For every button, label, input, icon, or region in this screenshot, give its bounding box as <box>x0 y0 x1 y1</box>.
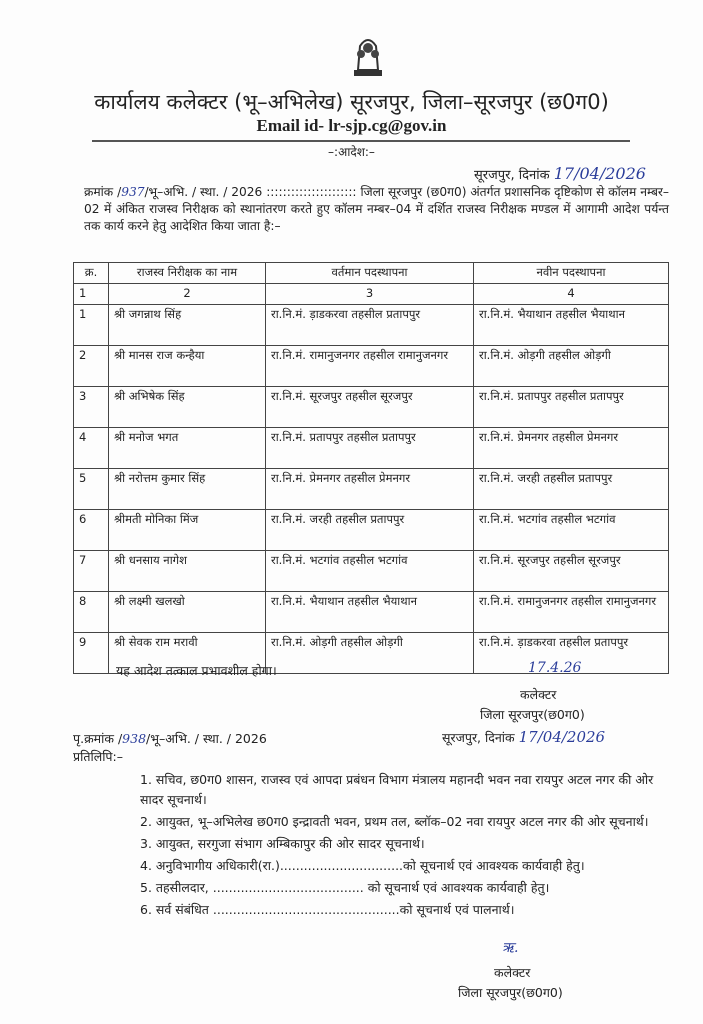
header-name: राजस्व निरीक्षक का नाम <box>109 263 266 284</box>
handwritten-date: 17/04/2026 <box>518 728 606 746</box>
new-posting: रा.नि.मं. ड़ाडकरवा तहसील प्रतापपुर <box>474 633 669 674</box>
table-row <box>74 592 669 633</box>
table-row <box>74 510 669 551</box>
header-divider <box>92 140 630 142</box>
row-sno: 6 <box>74 510 109 551</box>
date-label: सूरजपुर, दिनांक <box>474 168 550 183</box>
inspector-name: श्री मानस राज कन्हैया <box>109 346 266 387</box>
handwritten-endorsement-number: 938 <box>122 731 147 746</box>
order-heading: –:आदेश:– <box>328 145 375 159</box>
endorsement-number <box>73 730 267 747</box>
copy-item: 3. आयुक्त, सरगुजा संभाग अम्बिकापुर की ओर सादर सूचनार्थ। <box>140 836 425 851</box>
order-number-suffix: /भू–अभि. / स्था. / 2026 <box>144 185 263 199</box>
inspector-name: श्री मनोज भगत <box>109 428 266 469</box>
inspector-name: श्री अभिषेक सिंह <box>109 387 266 428</box>
header-current-posting: वर्तमान पदस्थापना <box>266 263 474 284</box>
current-posting: रा.नि.मं. भटगांव तहसील भटगांव <box>266 551 474 592</box>
new-posting: रा.नि.मं. प्रतापपुर तहसील प्रतापपुर <box>474 387 669 428</box>
signatory-designation: कलेक्टर <box>494 965 531 980</box>
current-posting: रा.नि.मं. जरही तहसील प्रतापपुर <box>266 510 474 551</box>
order-body <box>84 184 669 235</box>
header-sno: क्र. <box>74 263 109 284</box>
current-posting: रा.नि.मं. प्रेमनगर तहसील प्रेमनगर <box>266 469 474 510</box>
inspector-name: श्री लक्ष्मी खलखो <box>109 592 266 633</box>
row-sno: 8 <box>74 592 109 633</box>
current-posting: रा.नि.मं. सूरजपुर तहसील सूरजपुर <box>266 387 474 428</box>
date-label: सूरजपुर, दिनांक <box>442 730 515 745</box>
office-title: कार्यालय कलेक्टर (भू–अभिलेख) सूरजपुर, जिला–सूरजपुर (छ0ग0) <box>94 90 609 114</box>
row-sno: 2 <box>74 346 109 387</box>
table-row <box>74 305 669 346</box>
handwritten-order-number: 937 <box>121 185 145 199</box>
signatory-designation: कलेक्टर <box>520 687 557 702</box>
row-sno: 5 <box>74 469 109 510</box>
row-sno: 9 <box>74 633 109 674</box>
table-row <box>74 346 669 387</box>
signatory-district: जिला सूरजपुर(छ0ग0) <box>458 985 563 1000</box>
new-posting: रा.नि.मं. भैयाथान तहसील भैयाथान <box>474 305 669 346</box>
new-posting: रा.नि.मं. जरही तहसील प्रतापपुर <box>474 469 669 510</box>
copy-label: प्रतिलिपि:– <box>73 749 123 764</box>
inspector-name: श्री धनसाय नागेश <box>109 551 266 592</box>
new-posting: रा.नि.मं. प्रेमनगर तहसील प्रेमनगर <box>474 428 669 469</box>
inspector-name: श्री नरोत्तम कुमार सिंह <box>109 469 266 510</box>
table-row <box>74 428 669 469</box>
order-date <box>474 164 646 183</box>
row-sno: 1 <box>74 305 109 346</box>
signature-mark-icon: ऋ. <box>502 940 519 956</box>
table-row <box>74 551 669 592</box>
current-posting: रा.नि.मं. भैयाथान तहसील भैयाथान <box>266 592 474 633</box>
national-emblem-icon <box>346 30 390 82</box>
endorsement-date <box>442 728 605 746</box>
row-sno: 7 <box>74 551 109 592</box>
row-sno: 4 <box>74 428 109 469</box>
inspector-name: श्री जगन्नाथ सिंह <box>109 305 266 346</box>
col-number: 4 <box>474 284 669 305</box>
copy-item: 2. आयुक्त, भू–अभिलेख छ0ग0 इन्द्रावती भवन, प्रथम तल, ब्लॉक–02 नवा रायपुर अटल नगर की ओर सूचनार्थ। <box>140 814 649 829</box>
current-posting: रा.नि.मं. रामानुजनगर तहसील रामानुजनगर <box>266 346 474 387</box>
col-number: 2 <box>109 284 266 305</box>
inspector-name: श्रीमती मोनिका मिंज <box>109 510 266 551</box>
copy-item: 1. सचिव, छ0ग0 शासन, राजस्व एवं आपदा प्रबंधन विभाग मंत्रालय महानदी भवन नवा रायपुर अटल नगर की ओर सादर सूचनार्थ। <box>140 772 654 807</box>
new-posting: रा.नि.मं. रामानुजनगर तहसील रामानुजनगर <box>474 592 669 633</box>
endorsement-prefix: पृ.क्रमांक / <box>73 731 123 746</box>
current-posting: रा.नि.मं. ड़ाडकरवा तहसील प्रतापपुर <box>266 305 474 346</box>
email-line: Email id- lr-sjp.cg@gov.in <box>256 116 447 135</box>
table-row <box>74 387 669 428</box>
new-posting: रा.नि.मं. ओड़गी तहसील ओड़गी <box>474 346 669 387</box>
table-row <box>74 469 669 510</box>
current-posting: रा.नि.मं. ओड़गी तहसील ओड़गी <box>266 633 474 674</box>
new-posting: रा.नि.मं. सूरजपुर तहसील सूरजपुर <box>474 551 669 592</box>
order-number-prefix: क्रमांक / <box>84 185 122 199</box>
inspector-name: श्री सेवक राम मरावी <box>109 633 266 674</box>
current-posting: रा.नि.मं. प्रतापपुर तहसील प्रतापपुर <box>266 428 474 469</box>
copy-list <box>140 770 660 922</box>
col-number: 1 <box>74 284 109 305</box>
copy-item: 6. सर्व संबंधित ...............................................को सूचनार्थ एवं पालनार्थ। <box>140 902 515 917</box>
row-sno: 3 <box>74 387 109 428</box>
signatory-district: जिला सूरजपुर(छ0ग0) <box>480 707 585 722</box>
transfer-table <box>73 262 669 674</box>
copy-item: 5. तहसीलदार, ...................................... को सूचनार्थ एवं आवश्यक कार्यवाही हेतु। <box>140 880 550 895</box>
signature-initials: 17.4.26 <box>528 660 582 676</box>
col-number: 3 <box>266 284 474 305</box>
order-text: :::::::::::::::::::::: जिला सूरजपुर (छ0ग0) अंतर्गत प्रशासनिक दृष्टिकोण से कॉलम नम्बर–02 में अंकित राजस्व निरीक्षक को स्थानांतरण करते हुए कॉलम नम्बर–04 में दर्शित राजस्व निरीक्षक मण्डल में आगामी आदेश पर्यन्त तक कार्य करने हेतु आदेशित किया जाता है:– <box>84 185 669 233</box>
copy-item: 4. अनुविभागीय अधिकारी(रा.)...............................को सूचनार्थ एवं आवश्यक कार्यवाही हेतु। <box>140 858 585 873</box>
endorsement-suffix: /भू–अभि. / स्था. / 2026 <box>146 731 267 746</box>
effect-statement: यह आदेश तत्काल प्रभावशील होगा। <box>116 663 277 678</box>
header-new-posting: नवीन पदस्थापना <box>474 263 669 284</box>
handwritten-date: 17/04/2026 <box>553 164 646 183</box>
new-posting: रा.नि.मं. भटगांव तहसील भटगांव <box>474 510 669 551</box>
